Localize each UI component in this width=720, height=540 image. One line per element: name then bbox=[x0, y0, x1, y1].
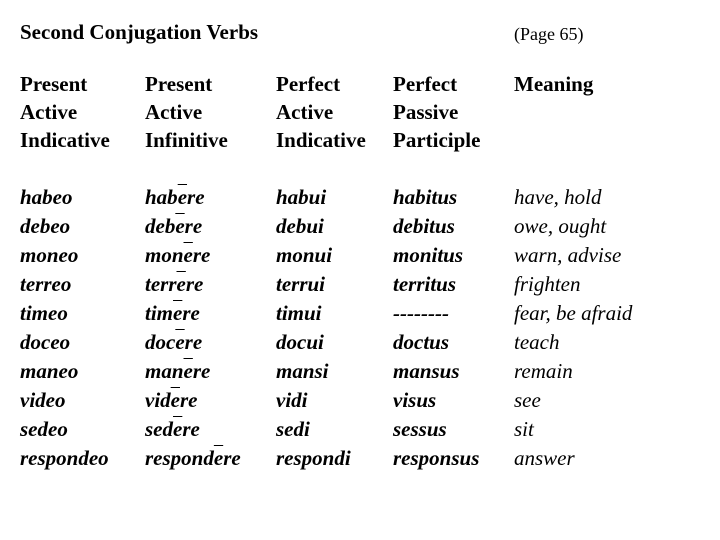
perfect-participle-cell: mansus bbox=[393, 359, 460, 383]
infinitive-long-vowel: $\overline{e}$ bbox=[175, 330, 185, 354]
infinitive-stem: hab bbox=[145, 185, 178, 209]
perfect-indicative-cell: habui bbox=[276, 185, 327, 209]
present-indicative-cell: maneo bbox=[20, 359, 79, 383]
column-header bbox=[145, 70, 241, 154]
perfect-indicative-cell: vidi bbox=[276, 388, 308, 412]
infinitive-stem: respond bbox=[145, 446, 214, 470]
infinitive-cell bbox=[145, 241, 241, 270]
meaning-cell: see bbox=[514, 388, 541, 412]
present-indicative-cell: respondeo bbox=[20, 446, 109, 470]
header-line: Active bbox=[145, 100, 203, 124]
column-perfect-passive-participle bbox=[393, 70, 480, 473]
column-header bbox=[514, 70, 632, 154]
infinitive-ending: re bbox=[184, 330, 203, 354]
infinitive-long-vowel: $\overline{e}$ bbox=[176, 272, 186, 296]
infinitive-stem: deb bbox=[145, 214, 176, 238]
meaning-cell: have, hold bbox=[514, 185, 602, 209]
infinitive-stem: tim bbox=[145, 301, 174, 325]
infinitive-long-vowel: $\overline{e}$ bbox=[173, 417, 183, 441]
perfect-indicative-cell: docui bbox=[276, 330, 324, 354]
infinitive-cell bbox=[145, 444, 241, 473]
header-line: Meaning bbox=[514, 72, 594, 96]
perfect-participle-cell: visus bbox=[393, 388, 437, 412]
perfect-indicative-cell: terrui bbox=[276, 272, 326, 296]
infinitive-cell bbox=[145, 270, 241, 299]
present-indicative-cell: terreo bbox=[20, 272, 72, 296]
header-line: Perfect bbox=[393, 72, 458, 96]
infinitive-long-vowel: $\overline{e}$ bbox=[175, 214, 185, 238]
infinitive-ending: re bbox=[184, 214, 203, 238]
header-line: Indicative bbox=[276, 128, 366, 152]
infinitive-stem: sed bbox=[145, 417, 173, 441]
present-indicative-cell: sedeo bbox=[20, 417, 68, 441]
present-indicative-cell: habeo bbox=[20, 185, 73, 209]
infinitive-stem: man bbox=[145, 359, 184, 383]
meaning-cell: answer bbox=[514, 446, 575, 470]
perfect-participle-cell: sessus bbox=[393, 417, 447, 441]
perfect-indicative-cell: respondi bbox=[276, 446, 351, 470]
header-line: Active bbox=[276, 100, 334, 124]
header-line: Participle bbox=[393, 128, 481, 152]
column-header bbox=[393, 70, 480, 154]
header-line: Infinitive bbox=[145, 128, 228, 152]
column-header bbox=[20, 70, 110, 154]
header-line: Perfect bbox=[276, 72, 341, 96]
infinitive-long-vowel: $\overline{e}$ bbox=[183, 243, 193, 267]
perfect-participle-cell: habitus bbox=[393, 185, 458, 209]
column-header bbox=[276, 70, 366, 154]
perfect-participle-cell: responsus bbox=[393, 446, 480, 470]
meaning-cell: fear, be afraid bbox=[514, 301, 633, 325]
infinitive-long-vowel: $\overline{e}$ bbox=[183, 359, 193, 383]
present-indicative-cell: timeo bbox=[20, 301, 68, 325]
meaning-cell: teach bbox=[514, 330, 560, 354]
infinitive-stem: terr bbox=[145, 272, 177, 296]
perfect-indicative-cell: sedi bbox=[276, 417, 310, 441]
present-indicative-cell: doceo bbox=[20, 330, 71, 354]
header-line: Present bbox=[145, 72, 213, 96]
header-line: Present bbox=[20, 72, 88, 96]
perfect-participle-cell: -------- bbox=[393, 301, 449, 325]
infinitive-cell bbox=[145, 183, 241, 212]
column-present-active-infinitive bbox=[145, 70, 241, 473]
meaning-cell: owe, ought bbox=[514, 214, 607, 238]
infinitive-stem: vid bbox=[145, 388, 171, 412]
infinitive-cell bbox=[145, 415, 241, 444]
header-line: Passive bbox=[393, 100, 459, 124]
meaning-cell: warn, advise bbox=[514, 243, 622, 267]
perfect-participle-cell: territus bbox=[393, 272, 457, 296]
infinitive-cell bbox=[145, 299, 241, 328]
infinitive-ending: re bbox=[185, 272, 204, 296]
infinitive-long-vowel: $\overline{e}$ bbox=[177, 185, 188, 209]
perfect-participle-cell: doctus bbox=[393, 330, 450, 354]
meaning-cell: remain bbox=[514, 359, 573, 383]
infinitive-cell bbox=[145, 357, 241, 386]
perfect-indicative-cell: debui bbox=[276, 214, 324, 238]
infinitive-ending: re bbox=[179, 388, 198, 412]
meaning-cell: frighten bbox=[514, 272, 581, 296]
page-reference: (Page 65) bbox=[514, 24, 584, 44]
infinitive-ending: re bbox=[182, 417, 200, 441]
perfect-indicative-cell: timui bbox=[276, 301, 322, 325]
present-indicative-cell: video bbox=[20, 388, 66, 412]
infinitive-ending: re bbox=[187, 185, 205, 209]
present-indicative-cell: debeo bbox=[20, 214, 71, 238]
infinitive-ending: re bbox=[192, 243, 211, 267]
infinitive-ending: re bbox=[192, 359, 211, 383]
infinitive-long-vowel: $\overline{e}$ bbox=[170, 388, 180, 412]
page-title: Second Conjugation Verbs bbox=[20, 20, 259, 44]
perfect-participle-cell: debitus bbox=[393, 214, 455, 238]
perfect-indicative-cell: monui bbox=[276, 243, 333, 267]
column-meaning bbox=[514, 70, 632, 473]
infinitive-stem: doc bbox=[145, 330, 176, 354]
perfect-indicative-cell: mansi bbox=[276, 359, 329, 383]
infinitive-ending: re bbox=[182, 301, 200, 325]
infinitive-cell bbox=[145, 328, 241, 357]
infinitive-ending: re bbox=[223, 446, 241, 470]
infinitive-long-vowel: $\overline{e}$ bbox=[213, 446, 224, 470]
column-perfect-active-indicative bbox=[276, 70, 366, 473]
infinitive-cell bbox=[145, 386, 241, 415]
header-line: Indicative bbox=[20, 128, 110, 152]
column-present-active-indicative bbox=[20, 70, 110, 473]
present-indicative-cell: moneo bbox=[20, 243, 79, 267]
header-line: Active bbox=[20, 100, 78, 124]
meaning-cell: sit bbox=[514, 417, 534, 441]
infinitive-long-vowel: $\overline{e}$ bbox=[173, 301, 183, 325]
infinitive-stem: mon bbox=[145, 243, 184, 267]
infinitive-cell bbox=[145, 212, 241, 241]
perfect-participle-cell: monitus bbox=[393, 243, 464, 267]
